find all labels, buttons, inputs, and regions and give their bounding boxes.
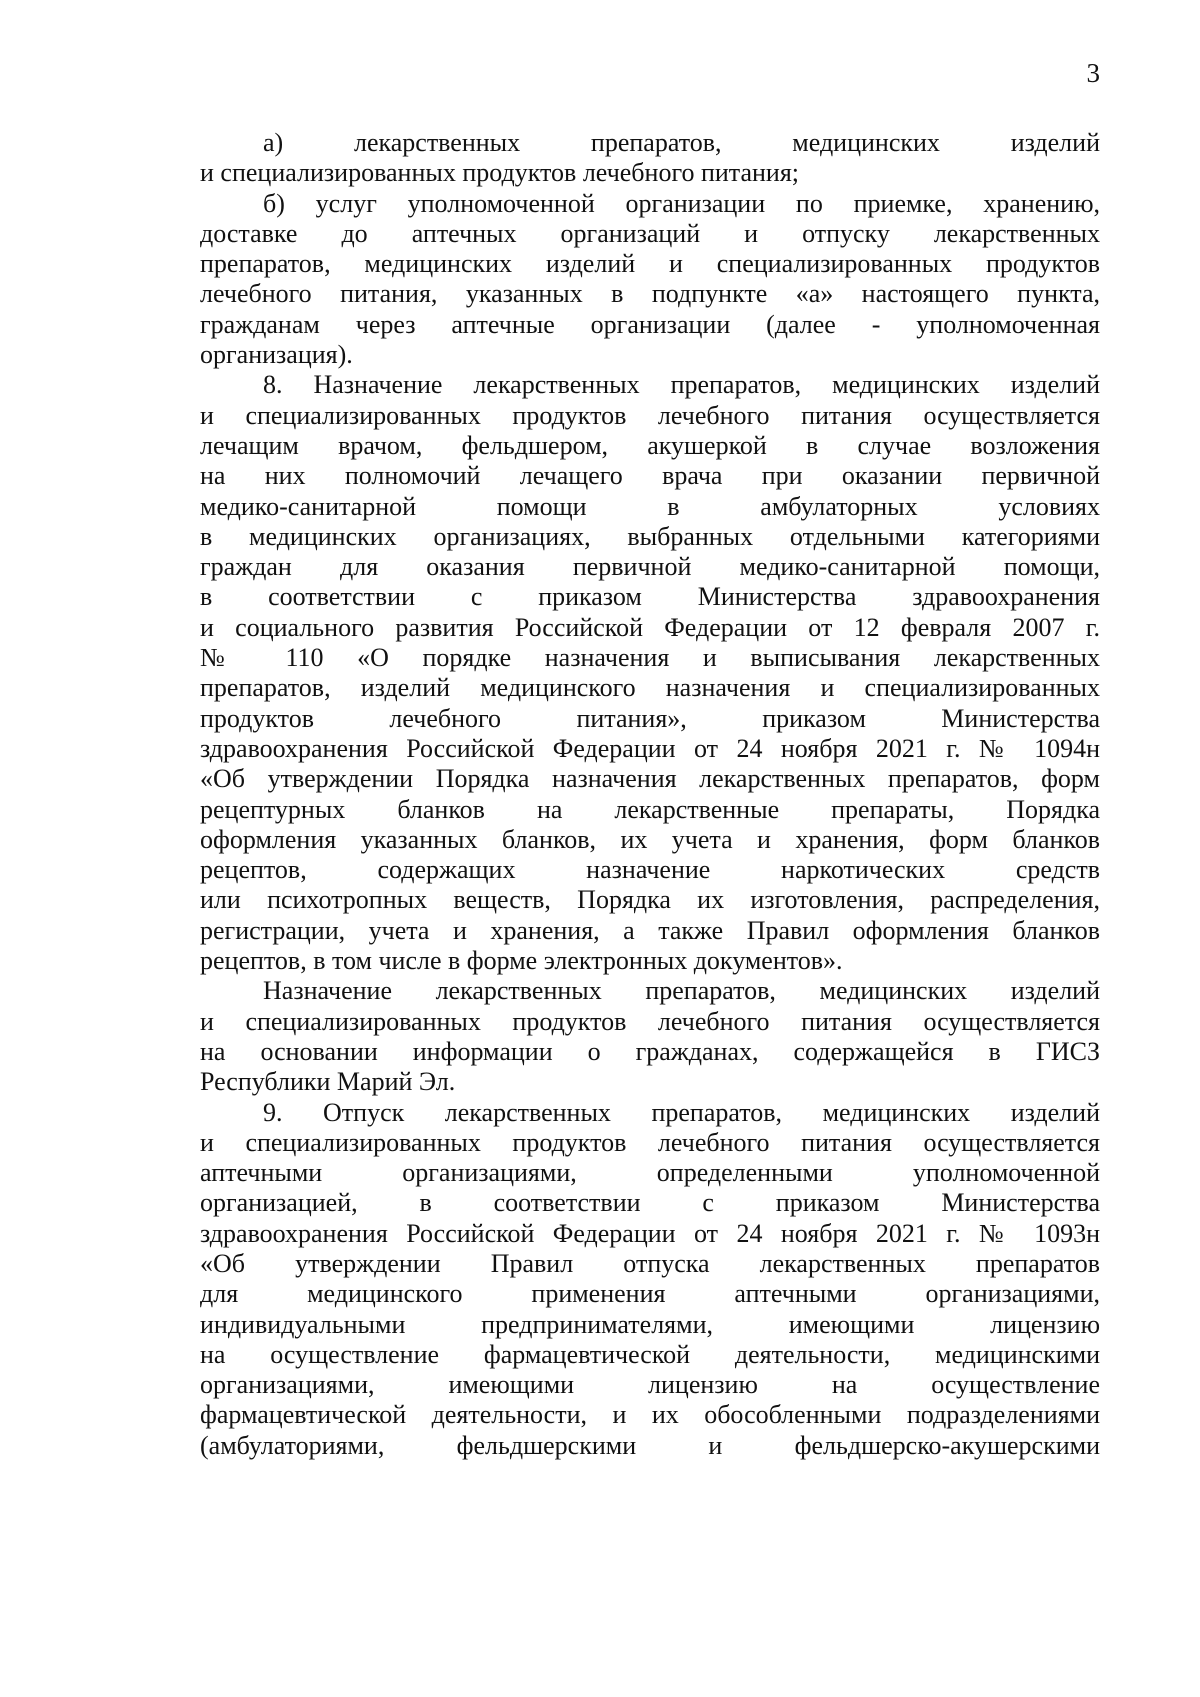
text-line: рецептов, в том числе в форме электронных документов». [200,946,843,976]
text-line: и специализированных продуктов лечебного питания осуществляется [200,1127,1100,1157]
text-line: индивидуальными предпринимателями, имеющими лицензию [200,1309,1100,1339]
text-line: здравоохранения Российской Федерации от 24 ноября 2021 г. № 1093н [200,1218,1100,1248]
text-line: доставке до аптечных организаций и отпуску лекарственных [200,218,1100,248]
text-line: аптечными организациями, определенными уполномоченной [200,1158,1100,1188]
text-line: и социального развития Российской Федерации от 12 февраля 2007 г. [200,612,1100,642]
text-line: гражданам через аптечные организации (далее - уполномоченная [200,309,1100,339]
text-line: или психотропных веществ, Порядка их изготовления, распределения, [200,885,1100,915]
text-line: организация). [200,340,353,370]
text-line: препаратов, изделий медицинского назначения и специализированных [200,673,1100,703]
text-line: организацией, в соответствии с приказом Министерства [200,1188,1100,1218]
document-body [200,128,1100,1461]
text-line: № 110 «О порядке назначения и выписывания лекарственных [200,643,1100,673]
text-line: организациями, имеющими лицензию на осуществление [200,1370,1100,1400]
text-line: здравоохранения Российской Федерации от 24 ноября 2021 г. № 1094н [200,733,1100,763]
text-line: лечащим врачом, фельдшером, акушеркой в случае возложения [200,430,1100,460]
text-line: для медицинского применения аптечными организациями, [200,1279,1100,1309]
text-line: продуктов лечебного питания», приказом Министерства [200,703,1100,733]
text-line: в соответствии с приказом Министерства здравоохранения [200,582,1100,612]
text-line: рецептурных бланков на лекарственные препараты, Порядка [200,794,1100,824]
text-line: и специализированных продуктов лечебного питания осуществляется [200,1006,1100,1036]
text-line: на осуществление фармацевтической деятельности, медицинскими [200,1339,1100,1369]
text-line: граждан для оказания первичной медико-санитарной помощи, [200,552,1100,582]
text-line: б) услуг уполномоченной организации по приемке, хранению, [263,188,1100,218]
text-line: 9. Отпуск лекарственных препаратов, медицинских изделий [263,1097,1100,1127]
text-line: на них полномочий лечащего врача при оказании первичной [200,461,1100,491]
text-line: Республики Марий Эл. [200,1067,456,1097]
text-line: и специализированных продуктов лечебного питания; [200,158,800,188]
text-line: регистрации, учета и хранения, а также Правил оформления бланков [200,915,1100,945]
text-line: оформления указанных бланков, их учета и хранения, форм бланков [200,824,1100,854]
text-line: на основании информации о гражданах, содержащейся в ГИСЗ [200,1036,1100,1066]
text-line: рецептов, содержащих назначение наркотических средств [200,855,1100,885]
text-line: «Об утверждении Порядка назначения лекарственных препаратов, форм [200,764,1100,794]
text-line: медико-санитарной помощи в амбулаторных условиях [200,491,1100,521]
text-line: лечебного питания, указанных в подпункте «а» настоящего пункта, [200,279,1100,309]
text-line: «Об утверждении Правил отпуска лекарственных препаратов [200,1248,1100,1278]
text-line: 8. Назначение лекарственных препаратов, медицинских изделий [263,370,1100,400]
text-line: в медицинских организациях, выбранных отдельными категориями [200,521,1100,551]
text-line: (амбулаториями, фельдшерскими и фельдшерско-акушерскими [200,1430,1100,1460]
text-line: и специализированных продуктов лечебного питания осуществляется [200,400,1100,430]
text-line: препаратов, медицинских изделий и специализированных продуктов [200,249,1100,279]
page-number: 3 [1086,58,1100,88]
text-line: а) лекарственных препаратов, медицинских изделий [263,128,1100,157]
text-line: Назначение лекарственных препаратов, медицинских изделий [263,976,1100,1006]
text-line: фармацевтической деятельности, и их обособленными подразделениями [200,1400,1100,1430]
